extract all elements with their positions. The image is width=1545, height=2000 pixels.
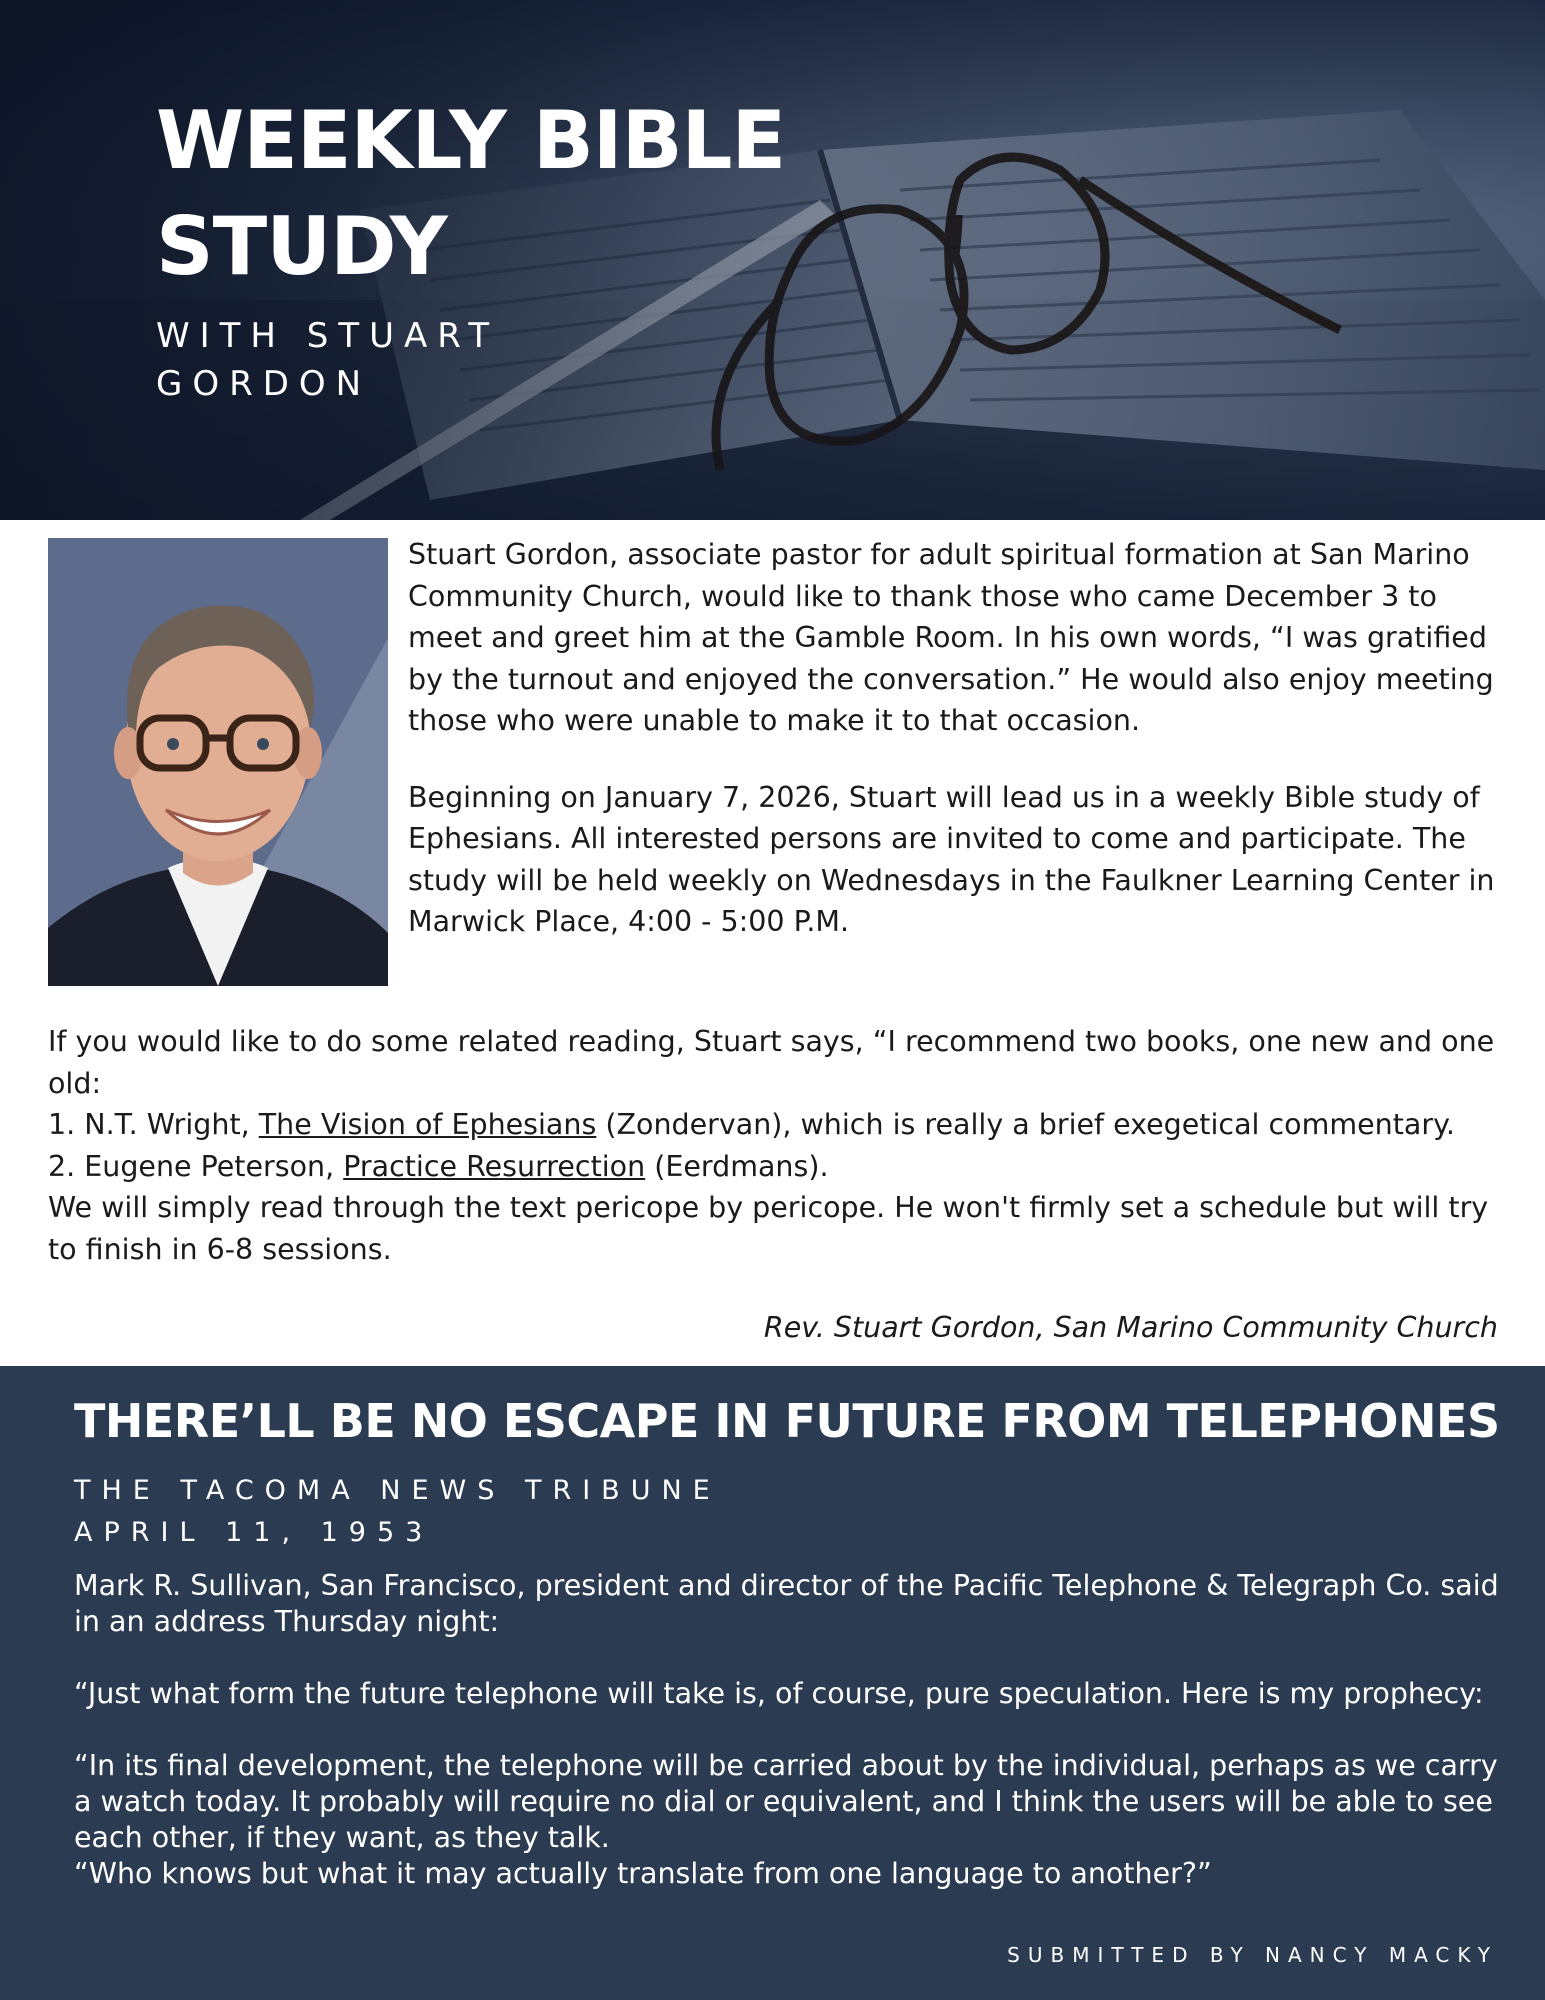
article-2-paragraph-1: Mark R. Sullivan, San Francisco, president and director of the Pacific Telephone & Telegraph Co. said in an address Thursday night:	[74, 1569, 1499, 1638]
portrait-illustration	[48, 538, 388, 986]
reading-intro: If you would like to do some related reading, Stuart says, “I recommend two books, one new and one old:	[48, 1025, 1495, 1100]
signature-line: Rev. Stuart Gordon, San Marino Community Church	[763, 1311, 1498, 1344]
page-title	[156, 88, 856, 300]
book-item-1	[48, 1104, 1508, 1146]
subtitle-line-1: WITH STUART	[156, 316, 500, 356]
reading-recommendations	[48, 1021, 1508, 1270]
pastor-portrait-photo	[48, 538, 388, 986]
submitted-by-credit: SUBMITTED BY NANCY MACKY	[1007, 1943, 1498, 1967]
article-2-title: THERE’LL BE NO ESCAPE IN FUTURE FROM TELEPHONES	[74, 1394, 1500, 1448]
source-name: THE TACOMA NEWS TRIBUNE	[74, 1475, 721, 1506]
source-date: APRIL 11, 1953	[74, 1517, 434, 1548]
book-1-prefix: 1. N.T. Wright,	[48, 1108, 259, 1141]
book-item-2	[48, 1146, 1508, 1188]
book-1-title: The Vision of Ephesians	[258, 1108, 597, 1141]
book-2-suffix: (Eerdmans).	[645, 1149, 829, 1183]
intro-paragraph-2: Beginning on January 7, 2026, Stuart will lead us in a weekly Bible study of Ephesians. All interested persons are invited to come and participate. The study will be held weekly on Wednesdays in the Faulkner Learning Center in Marwick Place, 4:00 - 5:00 P.M.	[408, 780, 1495, 938]
article-2-paragraph-2: “Just what form the future telephone will take is, of course, pure speculation. Here is my prophecy:	[74, 1677, 1484, 1710]
article-2-paragraph-3: “In its final development, the telephone will be carried about by the individual, perhaps as we carry a watch today. It probably will require no dial or equivalent, and I think the users will be able to see each other, if they want, as they talk.	[74, 1749, 1498, 1854]
article-2-paragraph-4: “Who knows but what it may actually translate from one language to another?”	[74, 1857, 1212, 1890]
book-2-title: Practice Resurrection	[343, 1149, 646, 1183]
subtitle-line-2: GORDON	[156, 364, 372, 404]
article-2-source	[74, 1470, 1074, 1554]
intro-paragraph-1: Stuart Gordon, associate pastor for adult spiritual formation at San Marino Community Church, would like to thank those who came December 3 to meet and greet him at the Gamble Room. In his own words, “I was gratified by the turnout and enjoyed the conversation.” He would also enjoy meeting those who were unable to make it to that occasion.	[408, 538, 1494, 737]
page-subtitle	[156, 312, 596, 408]
title-line-1: WEEKLY BIBLE	[156, 94, 786, 187]
title-line-2: STUDY	[156, 200, 447, 293]
book-1-suffix: (Zondervan), which is really a brief exegetical commentary.	[596, 1108, 1455, 1141]
header-banner	[0, 0, 1545, 520]
reading-closing: We will simply read through the text pericope by pericope. He won't firmly set a schedule but will try to finish in 6-8 sessions.	[48, 1191, 1489, 1266]
book-2-prefix: 2. Eugene Peterson,	[48, 1149, 344, 1183]
article-intro	[408, 534, 1508, 978]
article-2-body	[74, 1568, 1504, 1892]
